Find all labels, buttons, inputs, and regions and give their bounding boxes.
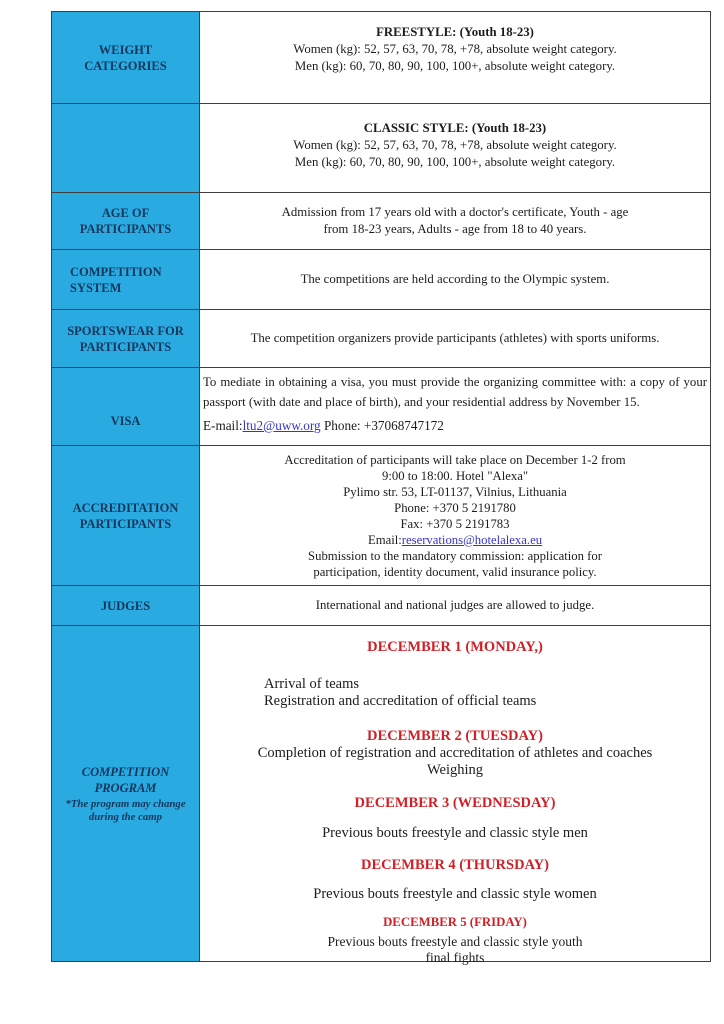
accreditation-email-link[interactable]: reservations@hotelalexa.eu <box>401 533 543 547</box>
judges-text: International and national judges are allowed to judge. <box>315 598 595 612</box>
visa-paragraph: To mediate in obtaining a visa, you must provide the organizing committee with: a copy of your passport (with date and place of birth), and your residential address by November 15. <box>203 375 707 409</box>
label-weight-categories: WEIGHT CATEGORIES <box>84 42 167 73</box>
label-cell-system <box>52 250 200 309</box>
label-cell-accreditation <box>52 446 200 585</box>
content-cell-visa <box>200 368 710 445</box>
content-cell-age <box>200 193 710 249</box>
label-cell-empty <box>52 104 200 192</box>
program-note: *The program may change during the camp <box>65 797 186 823</box>
label-cell-judges <box>52 586 200 625</box>
accreditation-fax-line: Fax: +370 5 2191783 <box>400 517 510 531</box>
accreditation-line2: 9:00 to 18:00. Hotel "Alexa" <box>381 469 529 483</box>
competition-info-table <box>51 11 711 965</box>
system-text: The competitions are held according to the Olympic system. <box>300 272 610 286</box>
classic-men-line: Men (kg): 60, 70, 80, 90, 100, 100+, absolute weight category. <box>294 155 616 169</box>
content-cell-freestyle <box>200 12 710 103</box>
accreditation-line8: participation, identity document, valid insurance policy. <box>313 565 597 579</box>
label-cell-program <box>52 626 200 961</box>
row-accreditation <box>52 446 710 586</box>
visa-phone: Phone: +37068747172 <box>320 418 444 433</box>
accreditation-line3: Pylimo str. 53, LT-01137, Vilnius, Lithuania <box>343 485 567 499</box>
program-day4-heading: DECEMBER 4 (THURSDAY) <box>361 857 549 873</box>
program-day2-item2: Weighing <box>426 762 484 778</box>
row-age <box>52 193 710 250</box>
program-day3-heading: DECEMBER 3 (WEDNESDAY) <box>354 795 556 811</box>
accreditation-email-prefix: Email: <box>367 533 402 547</box>
visa-email-prefix: E-mail: <box>203 418 243 433</box>
accreditation-line1: Accreditation of participants will take place on December 1-2 from <box>284 453 626 467</box>
label-visa: VISA <box>110 414 141 428</box>
label-cell-age <box>52 193 200 249</box>
age-line2: from 18-23 years, Adults - age from 18 to 40 years. <box>323 222 587 236</box>
content-cell-classic <box>200 104 710 192</box>
row-sportswear <box>52 310 710 368</box>
program-day5-item2: final fights <box>425 950 485 965</box>
program-day2-heading: DECEMBER 2 (TUESDAY) <box>367 728 543 744</box>
label-program: COMPETITION PROGRAM <box>81 764 170 795</box>
accreditation-line7: Submission to the mandatory commission: application for <box>308 549 602 563</box>
label-age: AGE OF PARTICIPANTS <box>79 206 172 236</box>
program-day5-heading: DECEMBER 5 (FRIDAY) <box>383 915 527 929</box>
row-visa <box>52 368 710 446</box>
program-day1-item2: Registration and accreditation of official teams <box>264 693 537 709</box>
row-judges <box>52 586 710 626</box>
label-judges: JUDGES <box>100 598 151 613</box>
sportswear-text: The competition organizers provide participants (athletes) with sports uniforms. <box>250 331 660 345</box>
freestyle-women-line: Women (kg): 52, 57, 63, 70, 78, +78, absolute weight category. <box>293 42 617 56</box>
visa-email-line <box>203 417 707 434</box>
content-cell-sportswear <box>200 310 710 367</box>
label-accreditation: ACCREDITATION PARTICIPANTS <box>72 500 179 531</box>
label-cell-visa <box>52 368 200 445</box>
accreditation-phone-line: Phone: +370 5 2191780 <box>394 501 516 515</box>
program-day2-item1: Completion of registration and accreditation of athletes and coaches <box>257 745 653 761</box>
content-cell-program <box>200 626 710 965</box>
row-system <box>52 250 710 310</box>
content-cell-system <box>200 250 710 309</box>
classic-women-line: Women (kg): 52, 57, 63, 70, 78, +78, absolute weight category. <box>293 138 617 152</box>
freestyle-heading: FREESTYLE: (Youth 18-23) <box>376 25 534 39</box>
program-day1-heading: DECEMBER 1 (MONDAY,) <box>367 639 543 655</box>
row-program <box>52 626 710 965</box>
program-day5-item1: Previous bouts freestyle and classic style youth <box>327 934 583 949</box>
program-day4-item1: Previous bouts freestyle and classic style women <box>313 886 597 902</box>
label-cell-sportswear <box>52 310 200 367</box>
label-sportswear: SPORTSWEAR FOR PARTICIPANTS <box>67 323 184 354</box>
row-weight-freestyle <box>52 12 710 104</box>
label-system: COMPETITION SYSTEM <box>70 264 162 295</box>
row-weight-classic <box>52 104 710 193</box>
program-day1-item1: Arrival of teams <box>264 676 360 692</box>
accreditation-email-line <box>200 532 710 548</box>
content-cell-judges <box>200 586 710 625</box>
label-cell-weight-categories <box>52 12 200 103</box>
freestyle-men-line: Men (kg): 60, 70, 80, 90, 100, 100+, absolute weight category. <box>294 59 616 73</box>
classic-heading: CLASSIC STYLE: (Youth 18-23) <box>363 121 547 135</box>
program-day3-item1: Previous bouts freestyle and classic style men <box>322 825 588 841</box>
content-cell-accreditation <box>200 446 710 585</box>
visa-email-link[interactable]: ltu2@uww.org <box>242 418 321 433</box>
age-line1: Admission from 17 years old with a doctor's certificate, Youth - age <box>281 205 629 219</box>
